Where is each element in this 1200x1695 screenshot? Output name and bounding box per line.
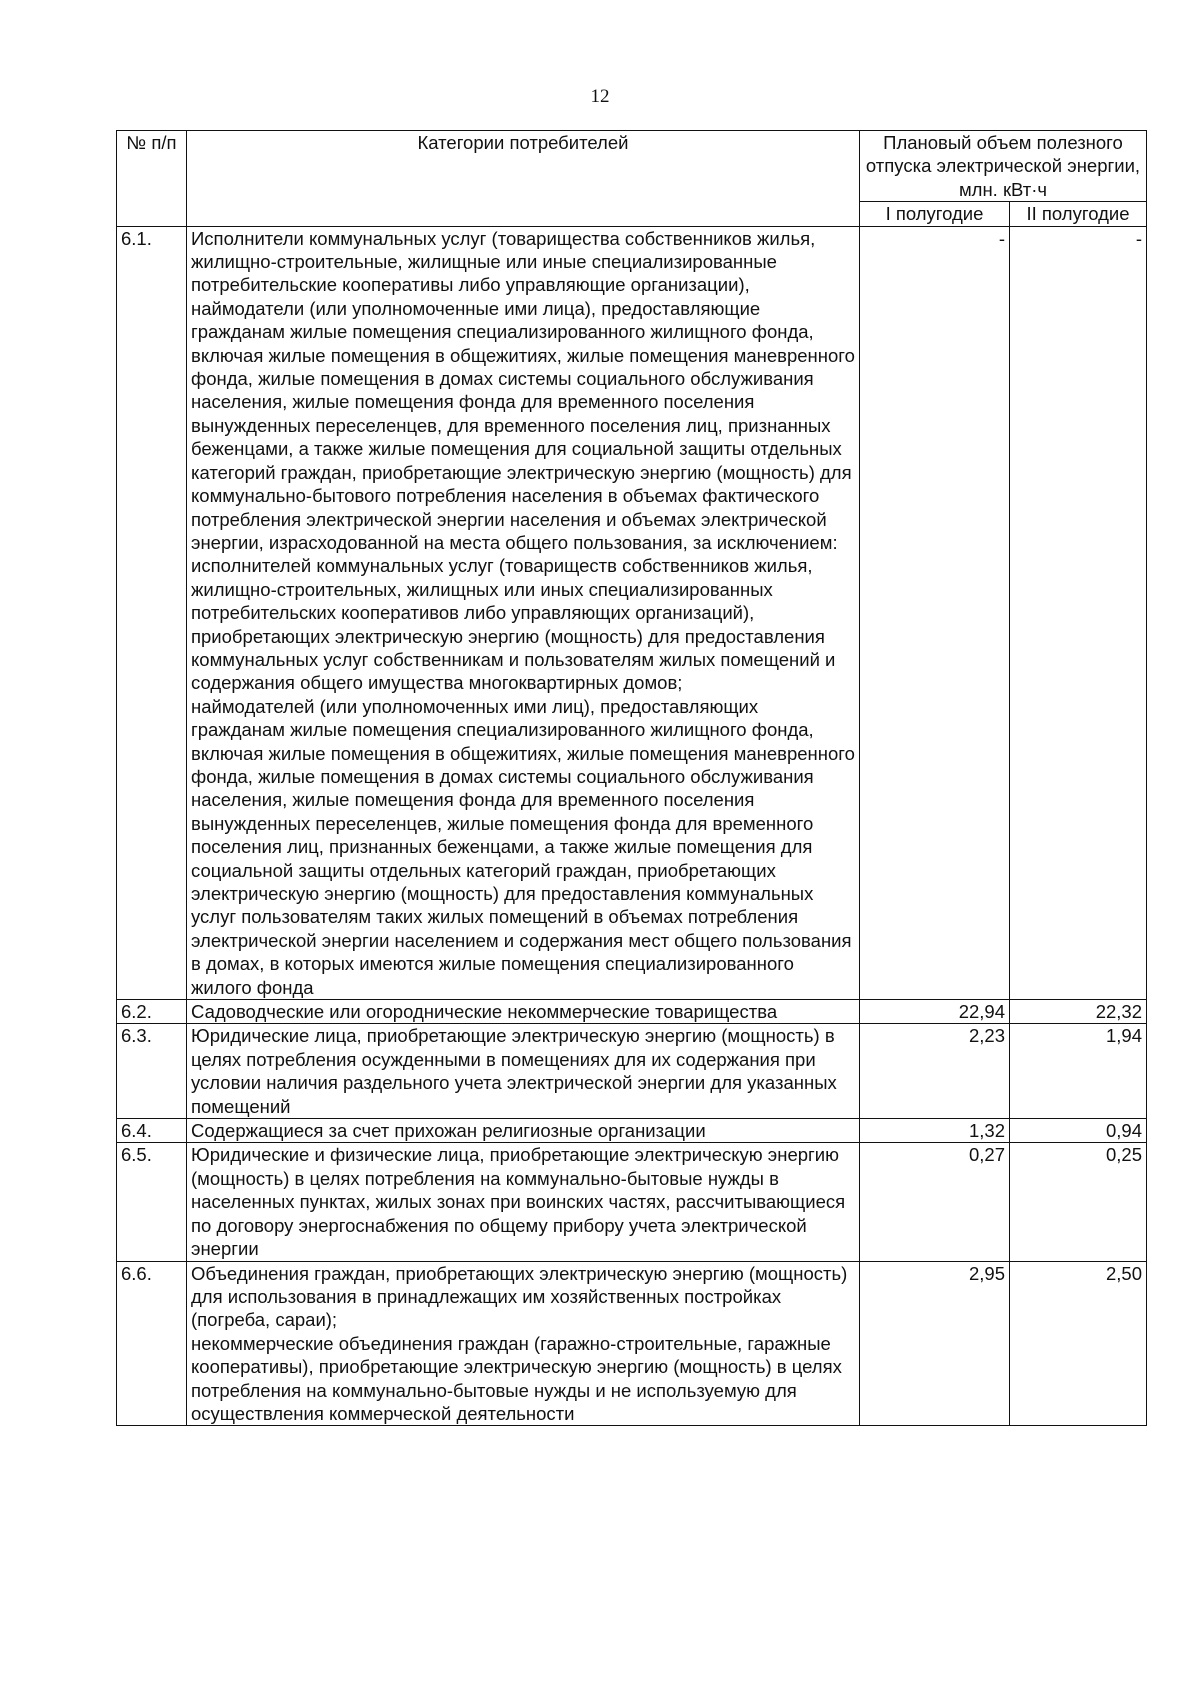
row-half1-value: 2,23 — [860, 1024, 1010, 1119]
row-num: 6.6. — [117, 1261, 187, 1426]
row-half2-value: 1,94 — [1010, 1024, 1147, 1119]
row-text: Юридические лица, приобретающие электрическую энергию (мощность) в целях потребления осужденными в помещениях для их содержания при условии наличия раздельного учета электрической энергии для указанных помещений — [191, 1025, 837, 1117]
row-half2-value: 0,94 — [1010, 1119, 1147, 1143]
row-half2-value: 0,25 — [1010, 1143, 1147, 1261]
row-category — [187, 226, 860, 999]
row-half1-value: 1,32 — [860, 1119, 1010, 1143]
row-category — [187, 1143, 860, 1261]
table-row — [117, 1024, 1147, 1119]
row-text: некоммерческие объединения граждан (гаражно-строительные, гаражные кооперативы), приобретающие электрическую энергию (мощность) в целях потребления на коммунально-бытовые нужды и не используемую для осуществления коммерческой деятельности — [191, 1332, 842, 1424]
row-num: 6.4. — [117, 1119, 187, 1143]
row-category — [187, 1119, 860, 1143]
consumption-table — [116, 130, 1147, 1426]
table-header-row — [117, 131, 1147, 202]
table-row — [117, 1143, 1147, 1261]
row-category — [187, 1261, 860, 1426]
row-text: наймодателей (или уполномоченных ими лиц), предоставляющих гражданам жилые помещения специализированного жилищного фонда, включая жилые помещения в общежитиях, жилые помещения маневренного фонда, жилые помещения в домах системы социального обслуживания населения, жилые помещения фонда для временного поселения вынужденных переселенцев, жилые помещения фонда для временного поселения лиц, признанных беженцами, а также жилые помещения для социальной защиты отдельных категорий граждан, приобретающих электрическую энергию (мощность) для предоставления коммунальных услуг пользователям таких жилых помещений в объемах потребления электрической энергии населением и содержания мест общего пользования в домах, в которых имеются жилые помещения специализированного жилого фонда — [191, 695, 855, 998]
header-category: Категории потребителей — [187, 131, 860, 227]
row-half1-value: - — [860, 226, 1010, 999]
row-half2-value: - — [1010, 226, 1147, 999]
header-volume: Плановый объем полезного отпуска электрической энергии, млн. кВт·ч — [860, 131, 1147, 202]
row-text: Объединения граждан, приобретающих электрическую энергию (мощность) для использования в принадлежащих им хозяйственных постройках (погреба, сараи); — [191, 1262, 848, 1331]
header-half1: I полугодие — [860, 202, 1010, 226]
row-text: Садоводческие или огороднические некоммерческие товарищества — [191, 1001, 778, 1023]
header-half2: II полугодие — [1010, 202, 1147, 226]
row-num: 6.2. — [117, 1000, 187, 1024]
row-half2-value: 22,32 — [1010, 1000, 1147, 1024]
row-category — [187, 1000, 860, 1024]
row-num: 6.5. — [117, 1143, 187, 1261]
row-text: Юридические и физические лица, приобретающие электрическую энергию (мощность) в целях потребления на коммунально-бытовые нужды в населенных пунктах, жилых зонах при воинских частях, рассчитывающиеся по договору энергоснабжения по общему прибору учета электрической энергии — [191, 1144, 846, 1260]
page-number: 12 — [590, 86, 610, 107]
header-num: № п/п — [117, 131, 187, 227]
row-text: Содержащиеся за счет прихожан религиозные организации — [191, 1120, 706, 1142]
row-num: 6.1. — [117, 226, 187, 999]
row-half1-value: 0,27 — [860, 1143, 1010, 1261]
row-half1-value: 2,95 — [860, 1261, 1010, 1426]
table-row — [117, 1119, 1147, 1143]
row-text: Исполнители коммунальных услуг (товарищества собственников жилья, жилищно-строительные, жилищные или иные специализированные потребительские кооперативы либо управляющие организации), наймодатели (или уполномоченные ими лица), предоставляющие гражданам жилые помещения специализированного жилищного фонда, включая жилые помещения в общежитиях, жилые помещения маневренного фонда, жилые помещения в домах системы социального обслуживания населения, жилые помещения фонда для временного поселения вынужденных переселенцев, для временного поселения лиц, признанных беженцами, а также жилые помещения для социальной защиты отдельных категорий граждан, приобретающие электрическую энергию (мощность) для коммунально-бытового потребления населения в объемах фактического потребления электрической энергии населения и объемах электрической энергии, израсходованной на места общего пользования, за исключением: — [191, 227, 855, 553]
row-half1-value: 22,94 — [860, 1000, 1010, 1024]
table-row — [117, 1000, 1147, 1024]
row-category — [187, 1024, 860, 1119]
row-half2-value: 2,50 — [1010, 1261, 1147, 1426]
table-row — [117, 1261, 1147, 1426]
row-text: исполнителей коммунальных услуг (товариществ собственников жилья, жилищно-строительных, жилищных или иных специализированных потребительских кооперативов либо управляющих организаций), приобретающих электрическую энергию (мощность) для предоставления коммунальных услуг собственникам и пользователям жилых помещений и содержания общего имущества многоквартирных домов; — [191, 555, 836, 694]
table-row — [117, 226, 1147, 999]
row-num: 6.3. — [117, 1024, 187, 1119]
